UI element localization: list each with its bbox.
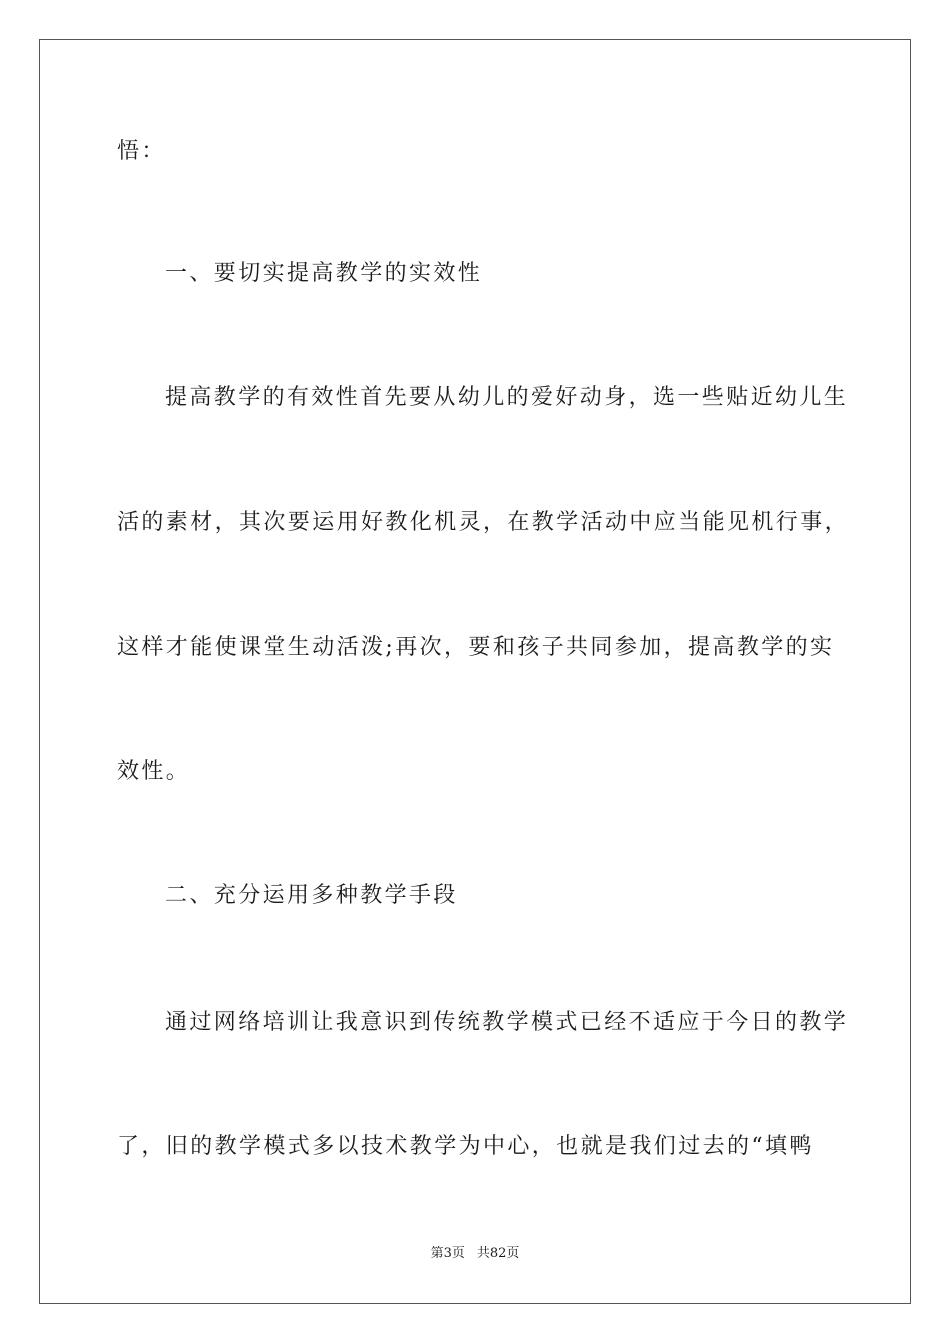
text-line-5: 这样才能使课堂生动活泼;再次，要和孩子共同参加，提高教学的实 bbox=[117, 635, 835, 660]
text-line-9: 了，旧的教学模式多以技术教学为中心，也就是我们过去的“填鸭 bbox=[117, 1134, 814, 1159]
text-line-3: 提高教学的有效性首先要从幼儿的爱好动身，选一些贴近幼儿生 bbox=[165, 385, 849, 410]
page-border bbox=[39, 39, 911, 1304]
page-total: 共82页 bbox=[476, 1246, 520, 1261]
section-heading-1: 一、要切实提高教学的实效性 bbox=[165, 261, 483, 286]
text-line-6: 效性。 bbox=[117, 759, 191, 784]
text-line-1: 悟： bbox=[117, 139, 166, 164]
page-number: 第3页 bbox=[430, 1246, 465, 1261]
section-heading-2: 二、充分运用多种教学手段 bbox=[165, 883, 458, 908]
text-line-8: 通过网络培训让我意识到传统教学模式已经不适应于今日的教学 bbox=[165, 1010, 849, 1035]
text-line-4: 活的素材，其次要运用好教化机灵，在教学活动中应当能见机行事， bbox=[117, 510, 850, 535]
page-footer bbox=[0, 1246, 950, 1262]
